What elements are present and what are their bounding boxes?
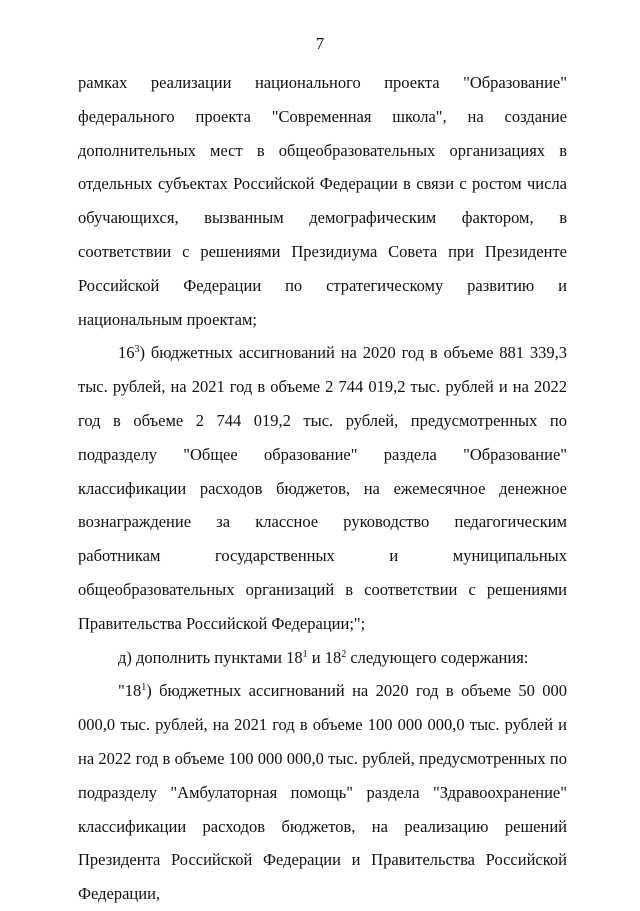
page-number: 7 <box>315 34 325 53</box>
document-body <box>78 66 567 911</box>
item-number: "18 <box>118 681 142 701</box>
paragraph-item-16-3 <box>78 336 567 640</box>
item-superscript: 1 <box>141 682 147 694</box>
item-number: 16 <box>118 343 135 363</box>
item-superscript: 2 <box>341 648 347 660</box>
paragraph-text: ) бюджетных ассигнований на 2020 год в объеме 50 000 000,0 тыс. рублей, на 2021 год в объеме 100 000 000,0 тыс. рублей и на 2022 год в объеме 100 000 000,0 тыс. рублей, предусмотренных по подразделу "Амбулаторная помощь" раздела "Здравоохранение" классификации расходов бюджетов, на реализацию решений Президента Российской Федерации и Правительства Российской Федерации, <box>78 681 567 904</box>
item-superscript: 1 <box>302 648 308 660</box>
item-superscript: 3 <box>134 344 140 356</box>
paragraph-text: рамках реализации национального проекта "Образование" федерального проекта "Современная школа", на создание дополнительных мест в общеобразовательных организациях в отдельных субъектах Российской Федерации в связи с ростом числа обучающихся, вызванным демографическим фактором, в соответствии с решениями Президиума Совета при Президенте Российской Федерации по стратегическому развитию и национальным проектам; <box>78 73 567 329</box>
paragraph-text: следующего содержания: <box>346 647 529 667</box>
paragraph-text: ) бюджетных ассигнований на 2020 год в объеме 881 339,3 тыс. рублей, на 2021 год в объеме 2 744 019,2 тыс. рублей и на 2022 год в объеме 2 744 019,2 тыс. рублей, предусмотренных по подразделу "Общее образование" раздела "Образование" классификации расходов бюджетов, на ежемесячное денежное вознаграждение за классное руководство педагогическим работникам государственных и муниципальных общеобразовательных организаций в соответствии с решениями Правительства Российской Федерации;"; <box>78 343 567 633</box>
paragraph-text: д) дополнить пунктами 18 <box>118 647 303 667</box>
paragraph-text: и 18 <box>307 647 342 667</box>
paragraph-instruction-d <box>78 641 567 675</box>
paragraph-continuation <box>78 66 567 336</box>
paragraph-item-18-1 <box>78 674 567 911</box>
